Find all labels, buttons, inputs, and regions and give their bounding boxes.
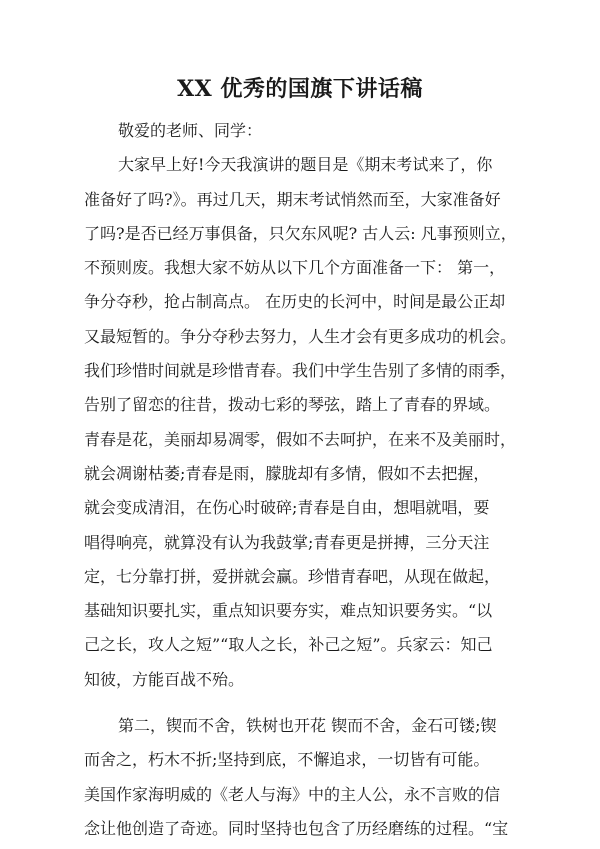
document-body bbox=[84, 114, 516, 846]
paragraph-2-line: 美国作家海明威的《老人与海》中的主人公，永不言败的信 bbox=[84, 784, 501, 804]
paragraph-1-line: 己之长，攻人之短”“取人之长，补己之短”。兵家云：知己 bbox=[84, 635, 493, 655]
paragraph-1-line: 我们珍惜时间就是珍惜青春。我们中学生告别了多情的雨季， bbox=[84, 361, 517, 381]
paragraph-spacer bbox=[84, 697, 516, 709]
paragraph-1-line: 争分夺秒，抢占制高点。 在历史的长河中，时间是最公正却 bbox=[84, 292, 506, 312]
paragraph-1-line: 定，七分靠打拼，爱拼就会赢。珍惜青春吧，从现在做起， bbox=[84, 566, 501, 586]
paragraph-1-line: 了吗?是否已经万事俱备，只欠东风呢? 古人云: 凡事预则立， bbox=[84, 223, 517, 243]
paragraph-2-line: 念让他创造了奇迹。同时坚持也包含了历经磨练的过程。“宝 bbox=[84, 818, 509, 838]
paragraph-1-line: 准备好了吗?》。再过几天，期末考试悄然而至，大家准备好 bbox=[84, 189, 501, 209]
paragraph-1-line: 又最短暂的。争分夺秒去努力，人生才会有更多成功的机会。 bbox=[84, 326, 517, 346]
paragraph-1-line: 青春是花，美丽却易凋零，假如不去呵护，在来不及美丽时， bbox=[84, 429, 517, 449]
paragraph-2-line: 而舍之，朽木不折;坚持到底，不懈追求，一切皆有可能。 bbox=[84, 750, 490, 770]
paragraph-1-line: 就会变成清泪，在伤心时破碎;青春是自由，想唱就唱，要 bbox=[84, 498, 490, 518]
document-title: XX 优秀的国旗下讲话稿 bbox=[177, 76, 423, 102]
paragraph-1-line: 不预则废。我想大家不妨从以下几个方面准备一下： 第一， bbox=[84, 258, 506, 278]
paragraph-1-line: 基础知识要扎实，重点知识要夯实，难点知识要务实。“以 bbox=[84, 601, 493, 621]
salutation-line: 敬爱的老师、同学： bbox=[118, 121, 263, 140]
paragraph-1-line: 大家早上好!今天我演讲的题目是《期末考试来了，你 bbox=[118, 155, 493, 175]
paragraph-1-line: 就会凋谢枯萎;青春是雨，朦胧却有多情，假如不去把握， bbox=[84, 463, 490, 483]
paragraph-1-line: 告别了留恋的往昔，拨动七彩的琴弦，踏上了青春的界域。 bbox=[84, 395, 501, 415]
paragraph-2-line: 第二，锲而不舍，铁树也开花 锲而不舍，金石可镂;锲 bbox=[118, 716, 497, 736]
paragraph-1-line: 知彼，方能百战不殆。 bbox=[84, 669, 245, 689]
paragraph-1-line: 唱得响亮，就算没有认为我鼓掌;青春更是拼搏，三分天注 bbox=[84, 532, 490, 552]
